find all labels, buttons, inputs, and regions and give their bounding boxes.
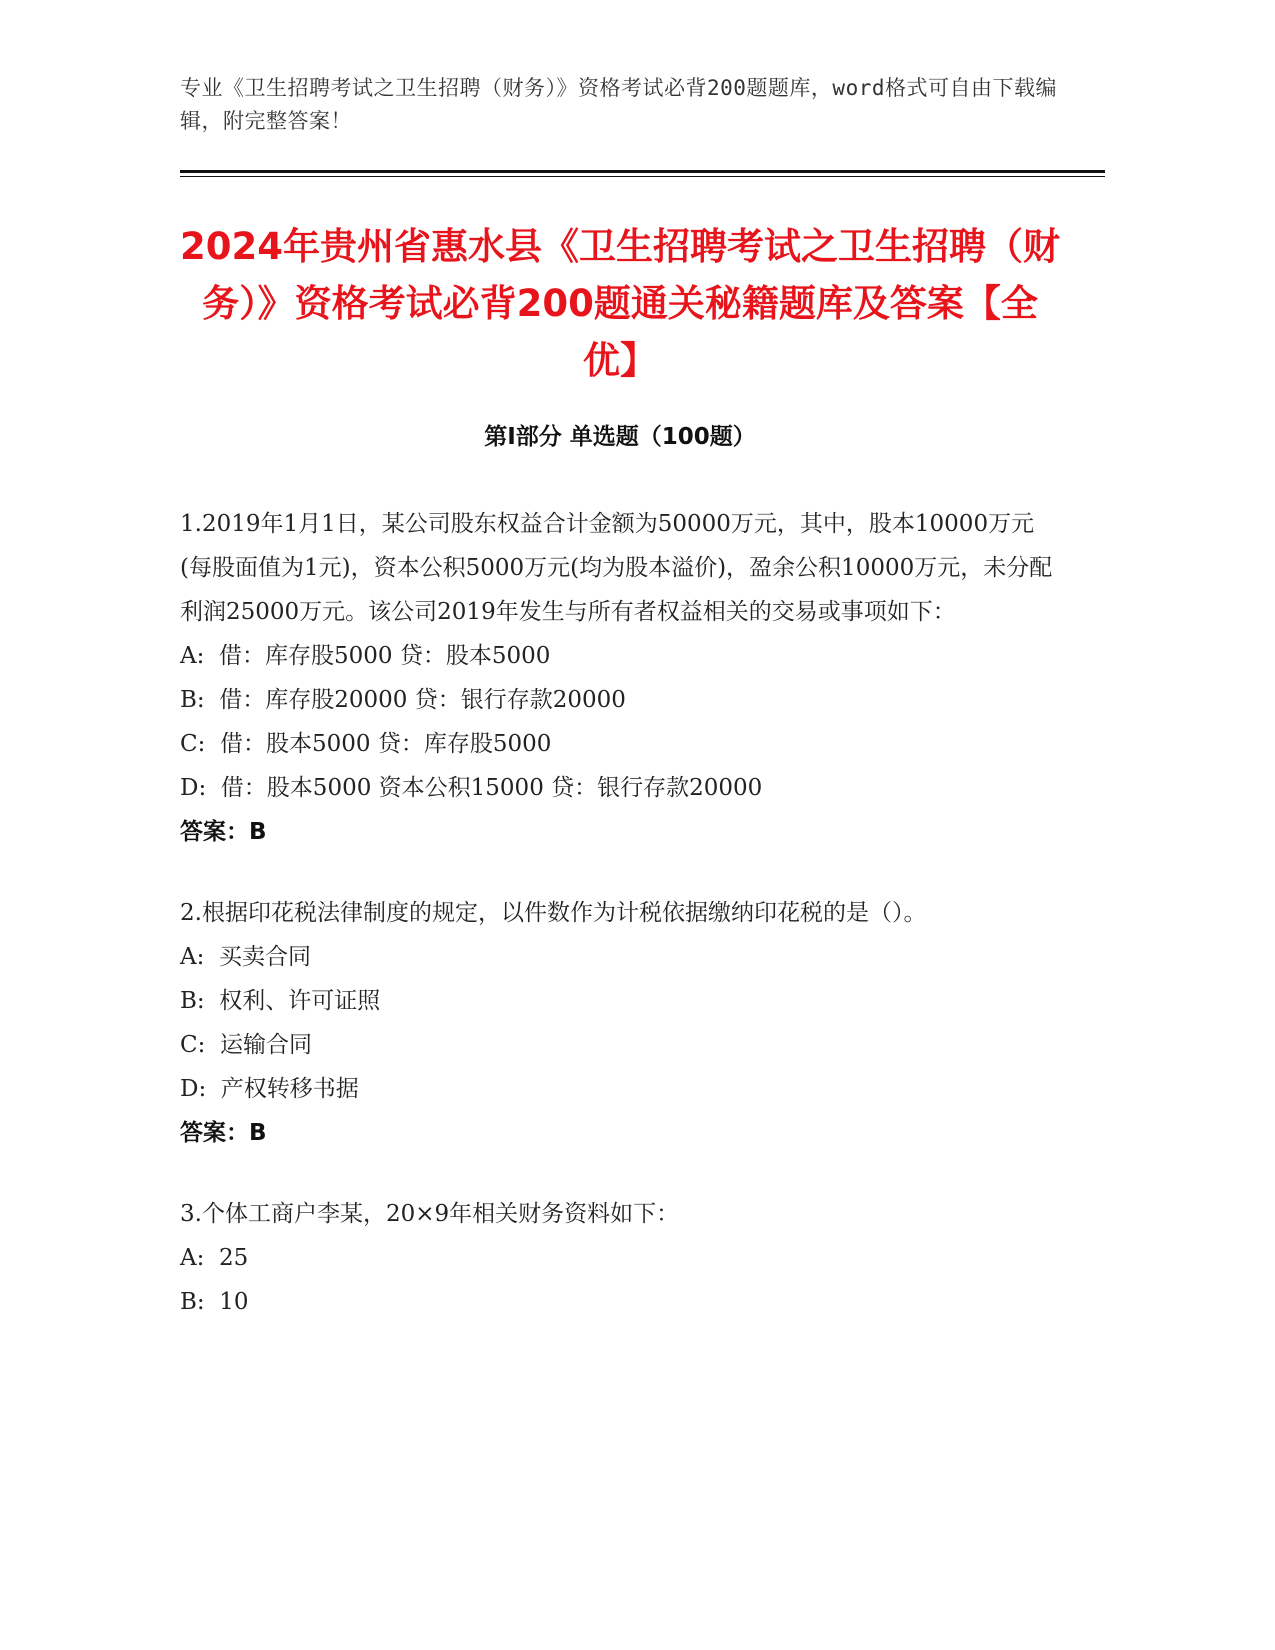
option-a: A: 买卖合同 (180, 944, 311, 970)
section-heading: 第I部分 单选题（100题） (484, 424, 756, 450)
question-3 (180, 1192, 1060, 1324)
question-1 (180, 502, 1060, 854)
option-d: D: 借：股本5000 资本公积15000 贷：银行存款20000 (180, 775, 763, 801)
option-b: B: 借：库存股20000 贷：银行存款20000 (180, 687, 626, 713)
header-note: 专业《卫生招聘考试之卫生招聘（财务）》资格考试必背200题题库，word格式可自由下载编辑，附完整答案！ (180, 76, 1057, 133)
answer-line: 答案：B (180, 819, 267, 845)
option-a: A: 25 (180, 1245, 249, 1271)
question-text: 1.2019年1月1日，某公司股东权益合计金额为50000万元，其中，股本10000万元(每股面值为1元)，资本公积5000万元(均为股本溢价)，盈余公积10000万元，未分配利润25000万元。该公司2019年发生与所有者权益相关的交易或事项如下： (180, 511, 1053, 625)
option-b: B: 10 (180, 1289, 249, 1315)
question-2 (180, 891, 1060, 1155)
option-d: D: 产权转移书据 (180, 1076, 359, 1102)
answer-line: 答案：B (180, 1120, 267, 1146)
option-c: C: 运输合同 (180, 1032, 312, 1058)
question-text: 3.个体工商户李某，20×9年相关财务资料如下： (180, 1201, 680, 1227)
option-c: C: 借：股本5000 贷：库存股5000 (180, 731, 552, 757)
question-text: 2.根据印花税法律制度的规定，以件数作为计税依据缴纳印花税的是（）。 (180, 900, 927, 926)
header-divider-thin (180, 176, 1105, 177)
question-list (180, 502, 1060, 1361)
option-b: B: 权利、许可证照 (180, 988, 381, 1014)
option-a: A: 借：库存股5000 贷：股本5000 (180, 643, 551, 669)
header-divider-thick (180, 170, 1105, 173)
document-title: 2024年贵州省惠水县《卫生招聘考试之卫生招聘（财务）》资格考试必背200题通关秘籍题库及答案【全优】 (180, 225, 1060, 382)
